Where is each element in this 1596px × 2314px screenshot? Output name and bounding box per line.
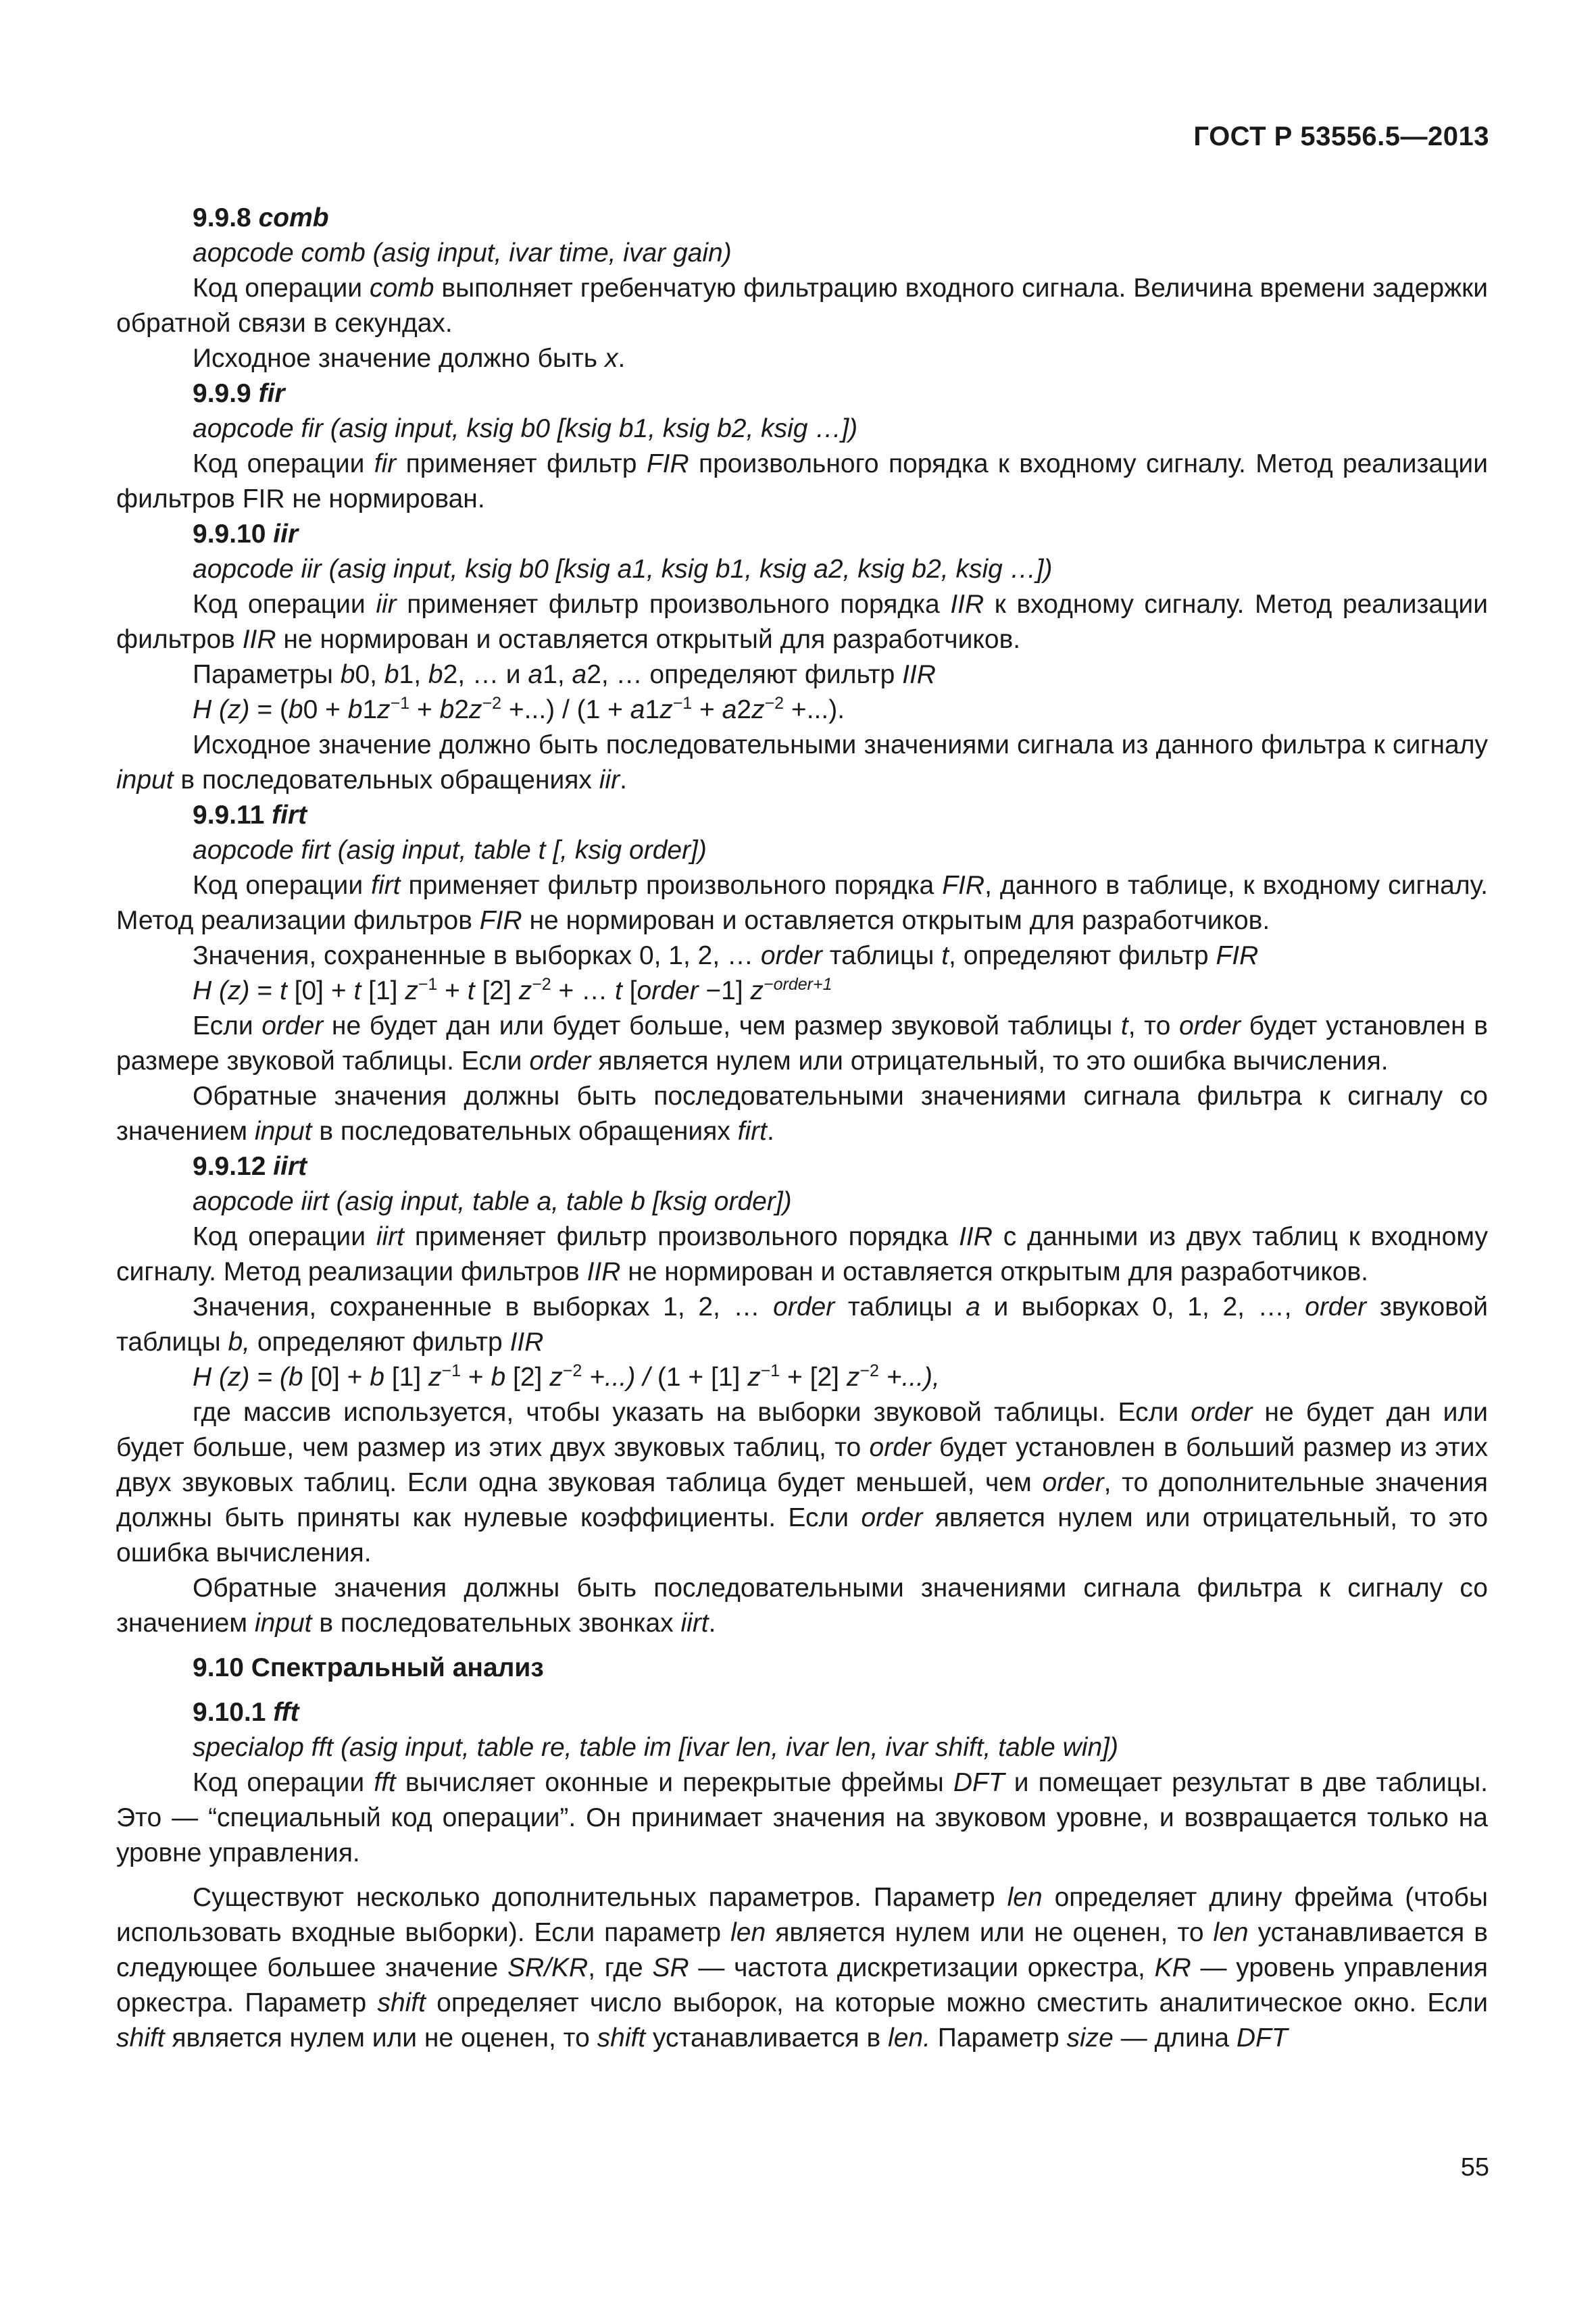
section-heading-comb: 9.9.8 comb bbox=[193, 203, 329, 232]
paragraph: Код операции fft вычисляет оконные и перекрытые фреймы DFT и помещает результат в две таблицы. Это — “специальный код операции”. Он принимает значения на звуковом уровне, и возвращается только на уровне управления. bbox=[116, 1768, 1488, 1867]
page-number: 55 bbox=[1460, 2153, 1489, 2182]
paragraph: Исходное значение должно быть последовательными значениями сигнала из данного фильтра к сигналу input в последовательных обращениях iir. bbox=[116, 730, 1488, 795]
page-body bbox=[116, 201, 1488, 2056]
signature-fft: specialop fft (asig input, table re, table im [ivar len, ivar len, ivar shift, table win]) bbox=[193, 1733, 1118, 1762]
section-heading-spectral-analysis: 9.10 Спектральный анализ bbox=[193, 1653, 544, 1682]
formula-firt: H (z) = t [0] + t [1] $z^{-1} + t$ [2] $z^{-2}$ + … t [order −1] $z^{-order+1}$ bbox=[193, 975, 832, 1005]
running-header: ГОСТ Р 53556.5—2013 bbox=[1193, 122, 1489, 151]
paragraph: Код операции iir применяет фильтр произвольного порядка IIR к входному сигналу. Метод реализации фильтров IIR не нормирован и оставляется открытый для разработчиков. bbox=[116, 590, 1488, 654]
section-heading-fft: 9.10.1 fft bbox=[193, 1698, 299, 1727]
signature-iirt: aopcode iirt (asig input, table a, table b [ksig order]) bbox=[193, 1187, 792, 1216]
signature-fir: aopcode fir (asig input, ksig b0 [ksig b1, ksig b2, ksig …]) bbox=[193, 414, 858, 443]
paragraph: Обратные значения должны быть последовательными значениями сигнала фильтра к сигналу со значением input в последовательных звонках iirt. bbox=[116, 1574, 1488, 1638]
signature-comb: aopcode comb (asig input, ivar time, ivar gain) bbox=[193, 238, 732, 268]
paragraph: Значения, сохраненные в выборках 0, 1, 2, … order таблицы t, определяют фильтр FIR bbox=[193, 941, 1259, 970]
section-heading-iirt: 9.9.12 iirt bbox=[193, 1152, 307, 1181]
paragraph: Параметры b0, b1, b2, … и a1, a2, … определяют фильтр IIR bbox=[193, 660, 936, 689]
paragraph: Исходное значение должно быть x. bbox=[193, 344, 626, 373]
signature-firt: aopcode firt (asig input, table t [, ksig order]) bbox=[193, 836, 707, 865]
formula-iirt: H (z) = (b [0] + b [1] $z^{-1} + b$ [2] $z^{-2}$ +...) / (1 + [1] $z^{-1} + [2]$ $z^{-2}$ +...), bbox=[193, 1361, 940, 1392]
paragraph: Если order не будет дан или будет больше, чем размер звуковой таблицы t, то order будет установлен в размере звуковой таблицы. Если order является нулем или отрицательный, то это ошибка вычисления. bbox=[116, 1011, 1489, 1076]
paragraph: Код операции firt применяет фильтр произвольного порядка FIR, данного в таблице, к входному сигналу. Метод реализации фильтров FIR не нормирован и оставляется открытым для разработчиков. bbox=[116, 871, 1489, 935]
paragraph: Обратные значения должны быть последовательными значениями сигнала фильтра к сигналу со значением input в последовательных обращениях firt. bbox=[116, 1082, 1488, 1146]
signature-iir: aopcode iir (asig input, ksig b0 [ksig a1, ksig b1, ksig a2, ksig b2, ksig …]) bbox=[193, 555, 1053, 584]
formula-iir: H $(z) = (b0 + b1z^{-1} + b2z^{-2}$ +...) / ($1 + a1z^{-1} + a2z^{-2}$ +...). bbox=[193, 694, 845, 724]
paragraph: Код операции fir применяет фильтр FIR произвольного порядка к входному сигналу. Метод реализации фильтров FIR не нормирован. bbox=[116, 449, 1489, 513]
paragraph: Значения, сохраненные в выборках 1, 2, … order таблицы a и выборках 0, 1, 2, …, order звуковой таблицы b, определяют фильтр IIR bbox=[116, 1292, 1489, 1357]
section-heading-iir: 9.9.10 iir bbox=[193, 520, 299, 549]
section-heading-fir: 9.9.9 fir bbox=[193, 379, 285, 408]
paragraph: Код операции comb выполняет гребенчатую фильтрацию входного сигнала. Величина времени задержки обратной связи в секундах. bbox=[116, 274, 1489, 338]
section-heading-firt: 9.9.11 firt bbox=[193, 801, 307, 830]
paragraph: где массив используется, чтобы указать на выборки звуковой таблицы. Если order не будет дан или будет больше, чем размер из этих двух звуковых таблиц, то order будет установлен в больший размер из этих двух звуковых таблиц. Если одна звуковая таблица будет меньшей, чем order, то дополнительные значения должны быть приняты как нулевые коэффициенты. Если order является нулем или отрицательный, то это ошибка вычисления. bbox=[116, 1398, 1489, 1567]
paragraph: Код операции iirt применяет фильтр произвольного порядка IIR с данными из двух таблиц к входному сигналу. Метод реализации фильтров IIR не нормирован и оставляется открытым для разработчиков. bbox=[116, 1222, 1489, 1286]
paragraph: Существуют несколько дополнительных параметров. Параметр len определяет длину фрейма (чтобы использовать входные выборки). Если параметр len является нулем или не оценен, то len устанавливается в следующее большее значение SR/KR, где SR — частота дискретизации оркестра, KR — уровень управления оркестра. Параметр shift определяет число выборок, на которые можно сместить аналитическое окно. Если shift является нулем или не оценен, то shift устанавливается в len. Параметр size — длина DFT bbox=[116, 1883, 1489, 2053]
